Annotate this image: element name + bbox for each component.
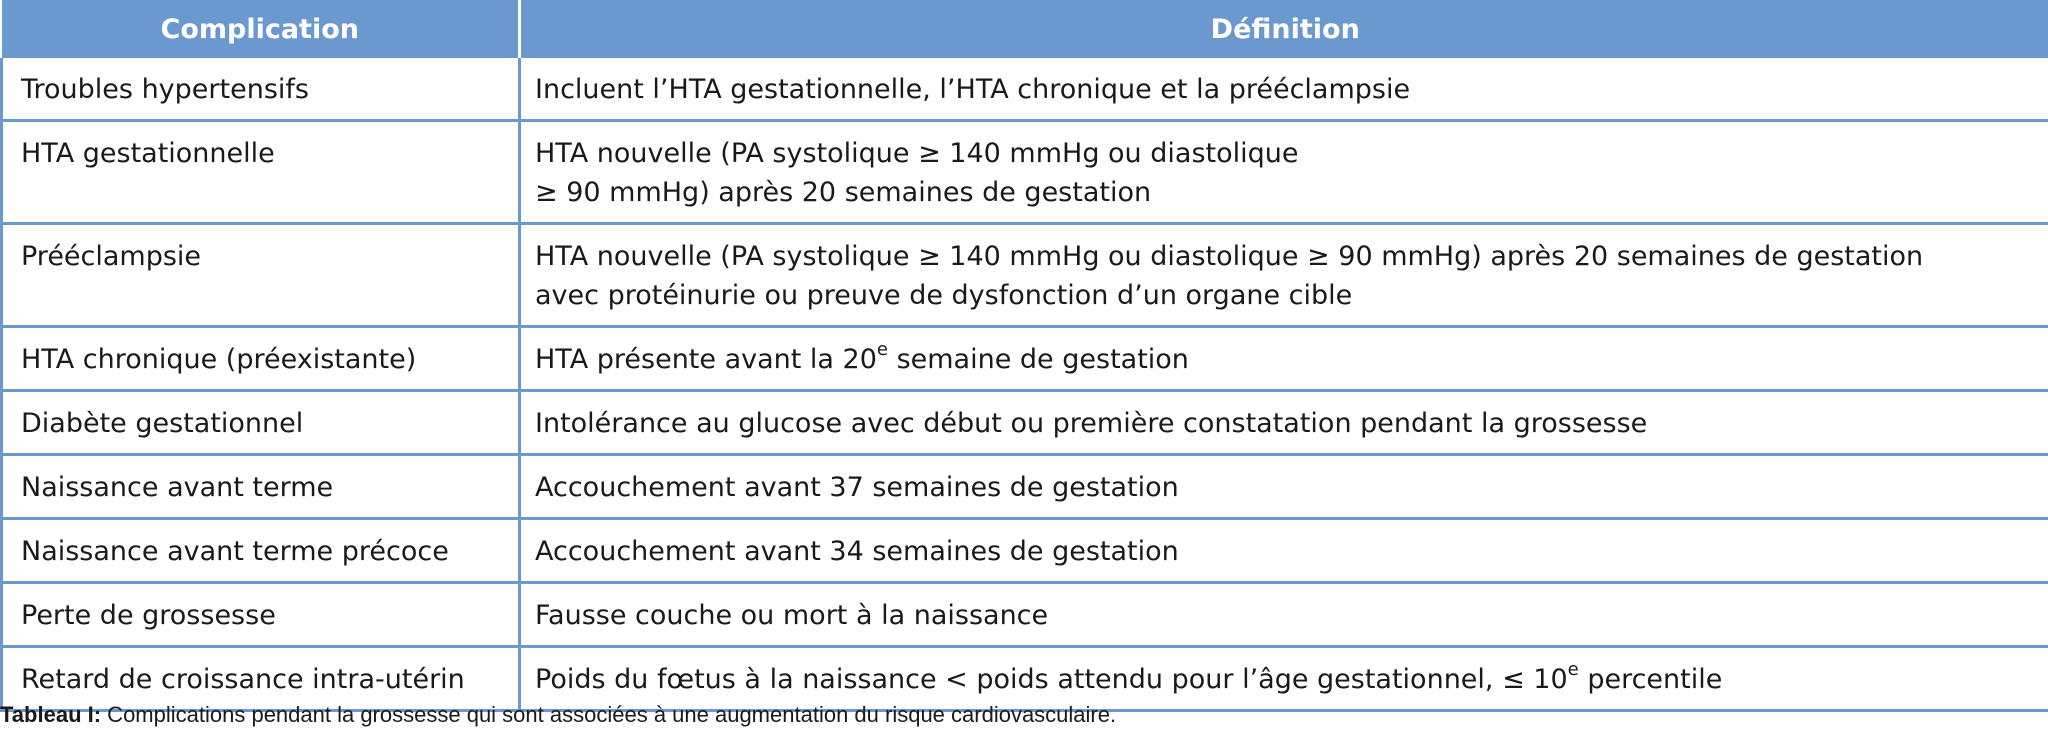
table-row: [2, 121, 2048, 224]
definition-line: [535, 134, 2030, 173]
definition-text: ≥ 90 mmHg) après 20 semaines de gestation: [535, 177, 1152, 208]
table-row: [2, 519, 2048, 583]
definition-cell: [520, 519, 2048, 583]
definition-line: [535, 404, 2030, 443]
definition-text: HTA nouvelle (PA systolique ≥ 140 mmHg ou diastolique ≥ 90 mmHg) après 20 semaines de gestation: [535, 241, 1924, 272]
caption-label: Tableau I:: [0, 702, 102, 727]
header-complication: Complication: [2, 0, 520, 58]
definition-line: [535, 340, 2030, 379]
definition-cell: [520, 583, 2048, 647]
complication-cell: Prééclampsie: [2, 224, 520, 327]
header-definition: Définition: [520, 0, 2048, 58]
definition-line: [535, 468, 2030, 507]
definition-cell: [520, 121, 2048, 224]
table-row: [2, 455, 2048, 519]
definition-line: [535, 596, 2030, 635]
definition-cell: [520, 391, 2048, 455]
definition-text: Fausse couche ou mort à la naissance: [535, 600, 1049, 631]
definition-cell: [520, 224, 2048, 327]
definition-line: [535, 173, 2030, 212]
table-row: [2, 224, 2048, 327]
caption-text: Complications pendant la grossesse qui sont associées à une augmentation du risque cardiovasculaire.: [101, 702, 1117, 727]
header-row: [2, 0, 2048, 58]
complication-cell: Naissance avant terme précoce: [2, 519, 520, 583]
ordinal-superscript: e: [876, 339, 888, 360]
complication-cell: HTA gestationnelle: [2, 121, 520, 224]
table-row: [2, 58, 2048, 121]
definition-text: Accouchement avant 34 semaines de gestation: [535, 536, 1179, 567]
definition-cell: [520, 647, 2048, 711]
definition-line: [535, 532, 2030, 571]
table-body: [2, 58, 2048, 711]
definition-line: [535, 70, 2030, 109]
definition-text: Poids du fœtus à la naissance < poids attendu pour l’âge gestationnel, ≤ 10: [535, 664, 1568, 695]
table-header: [2, 0, 2048, 58]
definition-text: HTA nouvelle (PA systolique ≥ 140 mmHg ou diastolique: [535, 138, 1299, 169]
definition-cell: [520, 455, 2048, 519]
definition-cell: [520, 58, 2048, 121]
definition-text: percentile: [1578, 664, 1723, 695]
definition-text: Intolérance au glucose avec début ou première constatation pendant la grossesse: [535, 408, 1648, 439]
table-row: [2, 583, 2048, 647]
complication-cell: Retard de croissance intra-utérin: [2, 647, 520, 711]
complication-cell: Perte de grossesse: [2, 583, 520, 647]
definition-line: [535, 276, 2030, 315]
ordinal-superscript: e: [1567, 659, 1579, 680]
definition-text: HTA présente avant la 20: [535, 344, 877, 375]
definition-cell: [520, 327, 2048, 391]
table-row: [2, 391, 2048, 455]
definition-text: semaine de gestation: [888, 344, 1189, 375]
complication-cell: HTA chronique (préexistante): [2, 327, 520, 391]
definition-text: avec protéinurie ou preuve de dysfonction d’un organe cible: [535, 280, 1353, 311]
definition-line: [535, 660, 2030, 699]
definition-line: [535, 237, 2030, 276]
complication-cell: Naissance avant terme: [2, 455, 520, 519]
table-row: [2, 327, 2048, 391]
complication-cell: Troubles hypertensifs: [2, 58, 520, 121]
table-row: [2, 647, 2048, 711]
definition-text: Accouchement avant 37 semaines de gestation: [535, 472, 1179, 503]
definition-text: Incluent l’HTA gestationnelle, l’HTA chronique et la prééclampsie: [535, 74, 1411, 105]
table-caption: [0, 702, 1116, 728]
complication-cell: Diabète gestationnel: [2, 391, 520, 455]
